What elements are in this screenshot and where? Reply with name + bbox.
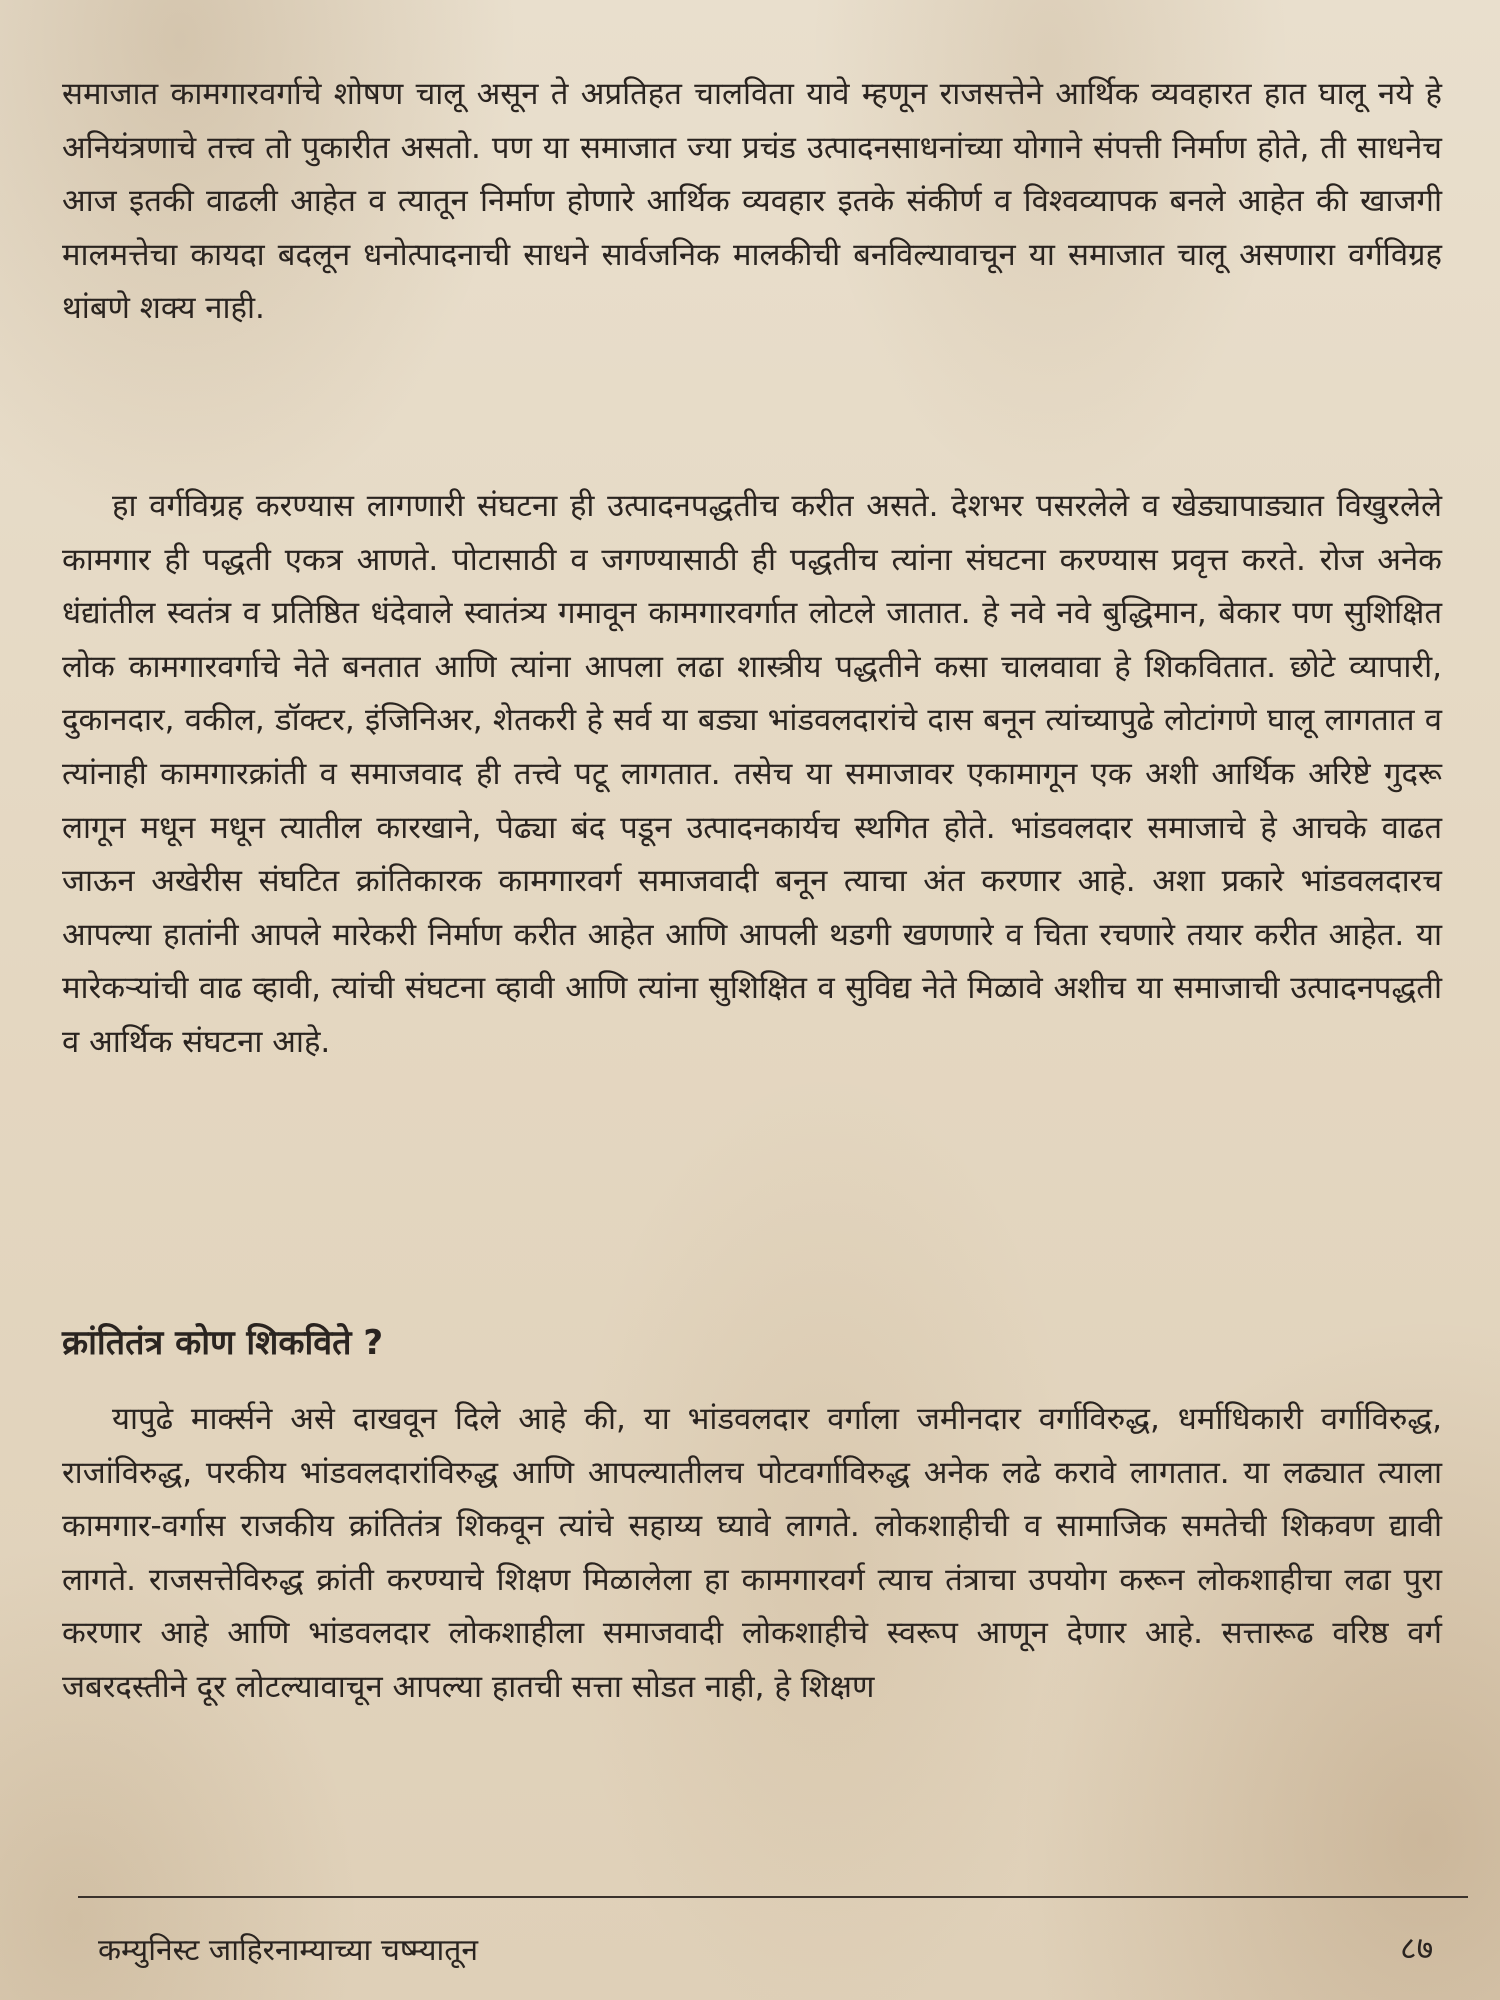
section-heading: क्रांतितंत्र कोण शिकविते ?	[62, 1323, 384, 1363]
footer-divider	[78, 1896, 1468, 1898]
section-paragraph: यापुढे मार्क्सने असे दाखवून दिले आहे की, या भांडवलदार वर्गाला जमीनदार वर्गाविरुद्ध, धर्माधिकारी वर्गाविरुद्ध, राजांविरुद्ध, परकीय भांडवलदारांविरुद्ध आणि आपल्यातीलच पोटवर्गाविरुद्ध अनेक लढे करावे लागतात. या लढ्यात त्याला कामगार-वर्गास राजकीय क्रांतितंत्र शिकवून त्यांचे सहाय्य घ्यावे लागते. लोकशाहीची व सामाजिक समतेची शिकवण द्यावी लागते. राजसत्तेविरुद्ध क्रांती करण्याचे शिक्षण मिळालेला हा कामगारवर्ग त्याच तंत्राचा उपयोग करून लोकशाहीचा लढा पुरा करणार आहे आणि भांडवलदार लोकशाहीला समाजवादी लोकशाहीचे स्वरूप आणून देणार आहे. सत्तारूढ वरिष्ठ वर्ग जबरदस्तीने दूर लोटल्यावाचून आपल्या हातची सत्ता सोडत नाही, हे शिक्षण	[62, 1401, 1443, 1705]
body-paragraph-2: हा वर्गविग्रह करण्यास लागणारी संघटना ही उत्पादनपद्धतीच करीत असते. देशभर पसरलेले व खेड्यापाड्यात विखुरलेले कामगार ही पद्धती एकत्र आणते. पोटासाठी व जगण्यासाठी ही पद्धतीच त्यांना संघटना करण्यास प्रवृत्त करते. रोज अनेक धंद्यांतील स्वतंत्र व प्रतिष्ठित धंदेवाले स्वातंत्र्य गमावून कामगारवर्गात लोटले जातात. हे नवे नवे बुद्धिमान, बेकार पण सुशिक्षित लोक कामगारवर्गाचे नेते बनतात आणि त्यांना आपला लढा शास्त्रीय पद्धतीने कसा चालवावा हे शिकवितात. छोटे व्यापारी, दुकानदार, वकील, डॉक्टर, इंजिनिअर, शेतकरी हे सर्व या बड्या भांडवलदारांचे दास बनून त्यांच्यापुढे लोटांगणे घालू लागतात व त्यांनाही कामगारक्रांती व समाजवाद ही तत्त्वे पटू लागतात. तसेच या समाजावर एकामागून एक अशी आर्थिक अरिष्टे गुदरू लागून मधून मधून त्यातील कारखाने, पेढ्या बंद पडून उत्पादनकार्यच स्थगित होते. भांडवलदार समाजाचे हे आचके वाढत जाऊन अखेरीस संघटित क्रांतिकारक कामगारवर्ग समाजवादी बनून त्याचा अंत करणार आहे. अशा प्रकारे भांडवलदारच आपल्या हातांनी आपले मारेकरी निर्माण करीत आहेत आणि आपली थडगी खणणारे व चिता रचणारे तयार करीत आहेत. या मारेकऱ्यांची वाढ व्हावी, त्यांची संघटना व्हावी आणि त्यांना सुशिक्षित व सुविद्य नेते मिळावे अशीच या समाजाची उत्पादनपद्धती व आर्थिक संघटना आहे.	[62, 488, 1442, 1060]
page-number: ८७	[1400, 1929, 1434, 1967]
body-paragraph-1: समाजात कामगारवर्गाचे शोषण चालू असून ते अप्रतिहत चालविता यावे म्हणून राजसत्तेने आर्थिक व्यवहारत हात घालू नये हे अनियंत्रणाचे तत्त्व तो पुकारीत असतो. पण या समाजात ज्या प्रचंड उत्पादनसाधनांच्या योगाने संपत्ती निर्माण होते, ती साधनेच आज इतकी वाढली आहेत व त्यातून निर्माण होणारे आर्थिक व्यवहार इतके संकीर्ण व विश्वव्यापक बनले आहेत की खाजगी मालमत्तेचा कायदा बदलून धनोत्पादनाची साधने सार्वजनिक मालकीची बनविल्यावाचून या समाजात चालू असणारा वर्गविग्रह थांबणे शक्य नाही.	[62, 76, 1442, 327]
running-footer-title: कम्युनिस्ट जाहिरनाम्याच्या चष्म्यातून	[98, 1933, 479, 1968]
